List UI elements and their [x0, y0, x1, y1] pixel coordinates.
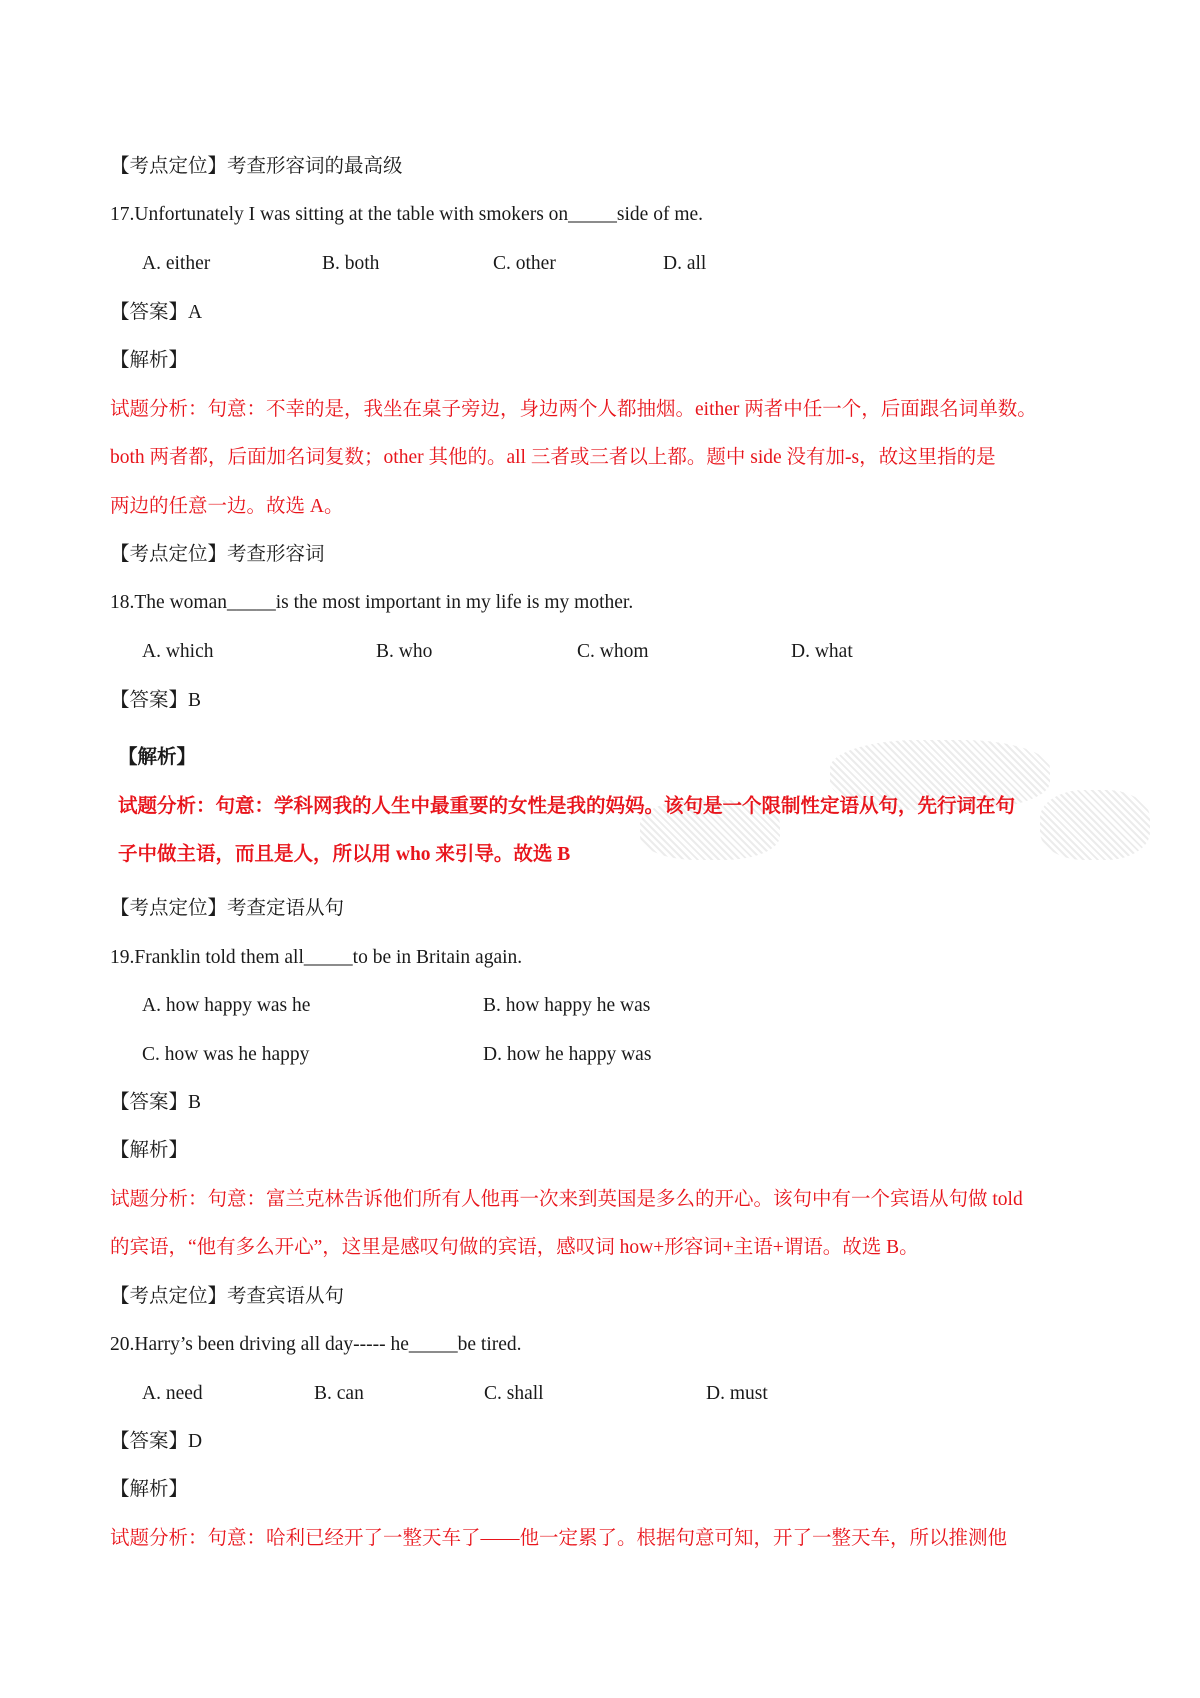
q17-answer: 【答案】A [110, 302, 203, 323]
q20-jiexi-label: 【解析】 [110, 1479, 189, 1500]
q20-option-a: A. need [142, 1383, 203, 1404]
q20-option-c: C. shall [484, 1383, 544, 1404]
q17-jiexi-label: 【解析】 [110, 350, 189, 371]
q18-analysis-line-2: 子中做主语，而且是人，所以用 who 来引导。故选 B [118, 844, 571, 865]
question-17: 17.Unfortunately I was sitting at the table with smokers on_____side of me. [110, 204, 704, 225]
q17-analysis-line-2: both 两者都，后面加名词复数；other 其他的。all 三者或三者以上都。题中 side 没有加-s，故这里指的是 [110, 447, 996, 468]
q17-analysis-line-1: 试题分析：句意：不幸的是，我坐在桌子旁边，身边两个人都抽烟。either 两者中任一个，后面跟名词单数。 [110, 399, 1037, 420]
q19-option-d: D. how he happy was [483, 1044, 652, 1065]
q20-option-d: D. must [706, 1383, 768, 1404]
q17-analysis-line-3: 两边的任意一边。故选 A。 [110, 496, 344, 517]
q18-option-c: C. whom [577, 641, 649, 662]
q17-option-d: D. all [663, 253, 707, 274]
q19-answer: 【答案】B [110, 1092, 202, 1113]
kaodian-q16: 【考点定位】考查形容词的最高级 [110, 156, 403, 177]
q17-option-a: A. either [142, 253, 211, 274]
question-19: 19.Franklin told them all_____to be in Britain again. [110, 947, 523, 968]
q19-option-a: A. how happy was he [142, 995, 311, 1016]
q18-analysis-line-1: 试题分析：句意：学科网我的人生中最重要的女性是我的妈妈。该句是一个限制性定语从句，先行词在句 [118, 796, 1016, 817]
q19-option-b: B. how happy he was [483, 995, 651, 1016]
q20-option-b: B. can [314, 1383, 364, 1404]
q17-option-c: C. other [493, 253, 556, 274]
q19-jiexi-label: 【解析】 [110, 1140, 189, 1161]
q18-option-d: D. what [791, 641, 853, 662]
q18-option-b: B. who [376, 641, 433, 662]
question-20: 20.Harry’s been driving all day----- he_____be tired. [110, 1334, 522, 1355]
q20-analysis-line-1: 试题分析：句意：哈利已经开了一整天车了——他一定累了。根据句意可知，开了一整天车，所以推测他 [110, 1528, 1008, 1549]
q17-option-b: B. both [322, 253, 380, 274]
q19-analysis-line-2: 的宾语，“他有多么开心”，这里是感叹句做的宾语，感叹词 how+形容词+主语+谓语。故选 B。 [110, 1237, 919, 1258]
question-18: 18.The woman_____is the most important in my life is my mother. [110, 592, 634, 613]
kaodian-q18: 【考点定位】考查定语从句 [110, 898, 345, 919]
q19-option-c: C. how was he happy [142, 1044, 310, 1065]
kaodian-q17: 【考点定位】考查形容词 [110, 544, 325, 565]
q19-analysis-line-1: 试题分析：句意：富兰克林告诉他们所有人他再一次来到英国是多么的开心。该句中有一个宾语从句做 told [110, 1189, 1023, 1210]
q18-answer: 【答案】B [110, 690, 202, 711]
q18-option-a: A. which [142, 641, 214, 662]
q18-jiexi-label: 【解析】 [118, 747, 197, 768]
q20-answer: 【答案】D [110, 1431, 203, 1452]
kaodian-q19: 【考点定位】考查宾语从句 [110, 1286, 345, 1307]
